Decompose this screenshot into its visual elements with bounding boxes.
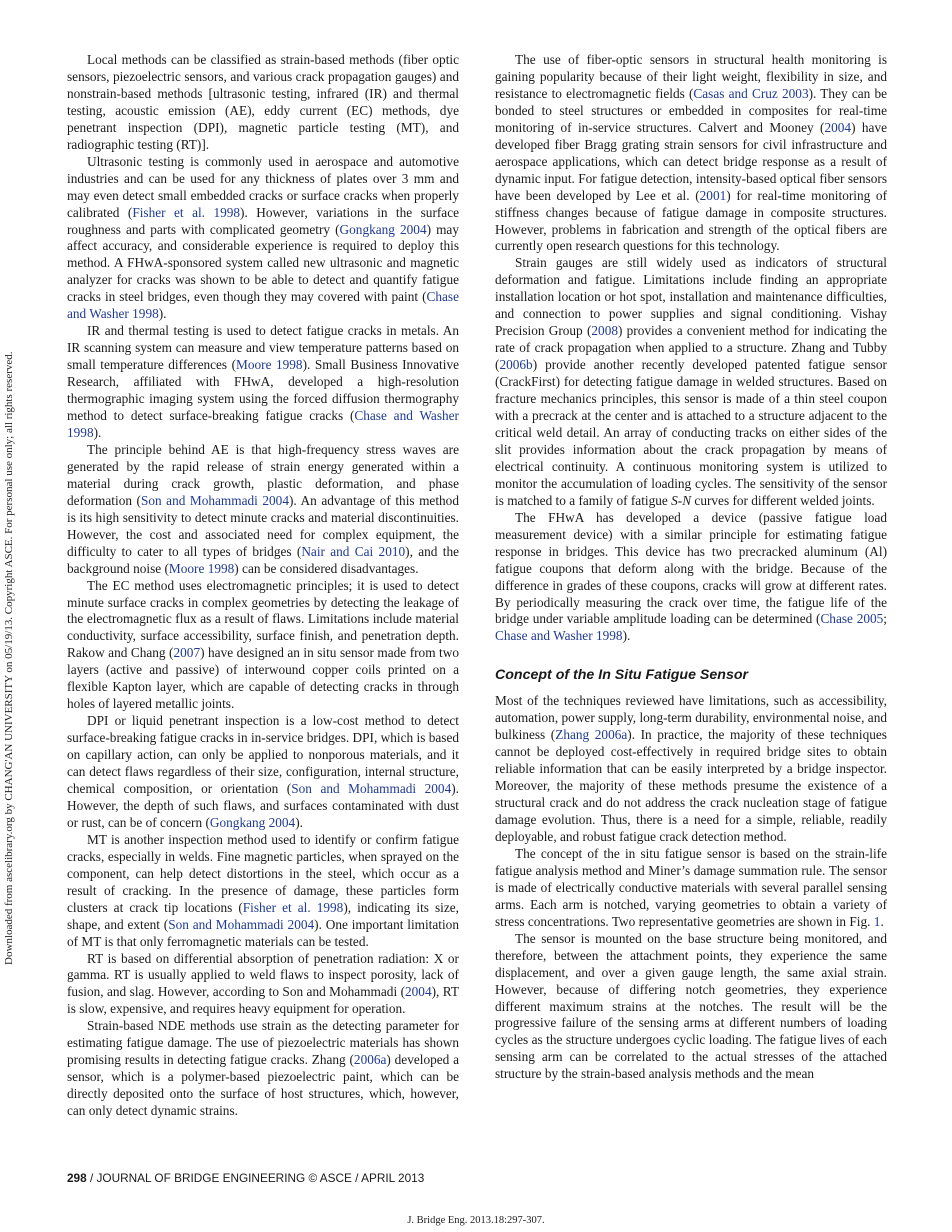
text-run: ) have designed an in situ sensor made from two layers (active and passive) of interwound copper coils printed on a flexible Kapton layer, which are capable of detecting cracks in through holes of layered metallic joints. [67,645,459,712]
text-run: ) may affect accuracy, and considerable experience is required to deploy this method. A FHwA-sponsored system called new ultrasonic and magnetic analyzer for cracks was shown to be able to detect and quantify fatigue cracks in steel bridges, even though they may covered with paint ( [67,221,459,305]
text-run: ), indicating its size, shape, and extent ( [67,899,459,932]
reference-link[interactable]: Chase 2005 [820,611,884,627]
text-run: . [880,913,884,929]
text-run: Most of the techniques reviewed have limitations, such as accessibility, automation, power supply, long-term durability, environmental noise, and bulkiness ( [495,693,887,743]
text-run: ) provides a convenient method for indicating the rate of crack propagation when applied to a structure. Zhang and Tubby ( [495,323,887,373]
text-run: ). [295,814,303,830]
paragraph [67,1018,459,1120]
reference-link[interactable]: 2006a [353,1052,387,1068]
reference-link[interactable]: Gongkang 2004 [209,814,296,830]
paragraph [67,442,459,578]
paragraph [67,154,459,324]
text-run: Strain-based NDE methods use strain as the detecting parameter for estimating fatigue damage. The use of piezoelectric materials has shown promising results in detecting fatigue cracks. Zhang ( [67,1018,459,1068]
text-run: The FHwA has developed a device (passive fatigue load measurement device) with a similar principle for estimating fatigue response in bridges. This device has two precracked aluminum (Al) fatigue coupons that deform along with the bridge. Because of the difference in grades of these coupons, cracks will grow at different rates. By periodically measuring the crack over time, the fatigue life of the bridge under variable amplitude loading can be determined ( [495,509,887,627]
reference-link[interactable]: Fisher et al. 1998 [132,204,241,220]
paragraph [67,323,459,442]
paragraph [495,931,887,1084]
paragraph [495,510,887,646]
paragraph [67,951,459,1019]
text-run: The sensor is mounted on the base structure being monitored, and therefore, between the attachment points, they experience the same displacement, and over a given gauge length, the same axial strain. However, because of differing notch geometries, they experience different maximum strains at the notches. The result will be the progressive failure of the sensing arms at different numbers of loading cycles as the structure undergoes cyclic loading. The fatigue lives of each sensing arm can be correlated to the actual stresses of the attached structure by the strain-based analysis methods and the mean [495,930,887,1082]
reference-link[interactable]: Moore 1998 [236,357,303,373]
reference-link[interactable]: Fisher et al. 1998 [242,899,344,915]
text-run: ) can be considered disadvantages. [234,560,419,576]
paragraph [67,52,459,154]
text-run: Local methods can be classified as strain-based methods (fiber optic sensors, piezoelectric sensors, and various crack propagation gauges) and nonstrain-based methods [ultrasonic testing, infrared (IR) and thermal testing, acoustic emission (AE), eddy current (EC) methods, dye penetrant inspection (DPI), magnetic particle testing (MT), and radiographic testing (RT)]. [67,52,459,152]
text-run: RT is based on differential absorption of penetration radiation: X or gamma. RT is usually applied to weld flaws to inspect porosity, lack of fusion, and slag. However, according to Son and Mohammadi ( [67,950,459,1000]
text-run: ). However, the depth of such flaws, and surfaces contaminated with dust or rust, can be of concern ( [67,780,459,830]
text-run: The principle behind AE is that high-frequency stress waves are generated by the rapid release of strain energy generated within a material during crack growth, plastic deformation, and phase deformation ( [67,441,459,508]
text-run: ) have developed fiber Bragg grating strain sensors for civil infrastructure and aerospace applications, which can detect bridge response as a result of dynamic input. For fatigue detection, intensity-based optical fiber sensors have been developed by Lee et al. ( [495,119,888,203]
text-run: DPI or liquid penetrant inspection is a low-cost method to detect surface-breaking fatigue cracks in in-service bridges. DPI, which is based on capillary action, can only be applied to nonporous materials, and it can detect flaws regardless of their size, configuration, internal structure, chemical composition, or orientation ( [67,713,459,796]
paragraph [67,832,459,951]
reference-link[interactable]: 2006b [499,357,533,373]
text-run: ). One important limitation of MT is that only ferromagnetic materials can be tested. [67,916,459,949]
text-run: Ultrasonic testing is commonly used in aerospace and automotive industries and can be used for any thickness of plates over 3 mm and may even detect small embedded cracks or surface cracks when properly calibrated ( [67,153,459,220]
text-run: ), and the background noise ( [67,543,459,576]
italic-text: S-N [671,492,692,508]
reference-link[interactable]: Son and Mohammadi 2004 [168,916,315,932]
text-run: MT is another inspection method used to identify or confirm fatigue cracks, especially in welds. Fine magnetic particles, when sprayed on the component, can help detect distortions in the steel, which occur as a result of cracking. In the presence of damage, these particles form clusters at crack tip locations ( [67,831,459,915]
journal-line: / JOURNAL OF BRIDGE ENGINEERING © ASCE / APRIL 2013 [86,1171,425,1185]
text-run: ). Small Business Innovative Research, affiliated with FHwA, developed a high-resolution thermographic imaging system using the forced diffusion thermography method to detect surface-breaking fatigue cracks ( [67,357,459,424]
text-run: ; [883,611,887,627]
text-run: ) for real-time monitoring of stiffness changes because of fatigue damage in composite structures. However, problems in fabrication and strength of the optical fibers are currently open research questions for this technology. [495,187,887,254]
paragraph [495,255,887,509]
text-run: The use of fiber-optic sensors in structural health monitoring is gaining popularity because of their light weight, flexibility in size, and resistance to electromagnetic fields ( [495,52,887,101]
page-number: 298 [67,1171,87,1185]
paragraph [495,693,887,846]
reference-link[interactable]: Chase and Washer 1998 [67,289,459,322]
text-run: The EC method uses electromagnetic principles; it is used to detect minute surface cracks in complex geometries by detecting the leakage of the electromagnetic flux as a result of flaws. Limitations include material conductivity, surface accessibility, surface finish, and penetration depth. Rakow and Chang ( [67,577,459,661]
right-column-top [495,52,887,645]
paragraph [495,52,887,255]
text-run: ). In practice, the majority of these techniques cannot be deployed cost-effectively in required bridge sites to obtain reliable information that can be easily interpreted by a bridge inspector. Moreover, the majority of these methods presume the existence of a structural crack and do not address the crack nucleation stage of fatigue damage evolution. Thus, there is a need for a simple, reliable, readily deployable, and robust fatigue crack detection method. [495,727,887,844]
text-run: IR and thermal testing is used to detect fatigue cracks in metals. An IR scanning system can measure and view temperature patterns based on small temperature differences ( [67,323,459,373]
reference-link[interactable]: Casas and Cruz 2003 [693,85,809,101]
text-run: ). [622,628,631,644]
left-column [67,52,459,1120]
citation-line: J. Bridge Eng. 2013.18:297-307. [407,1215,545,1226]
text-run: ). [158,306,167,322]
text-run: ), RT is slow, expensive, and requires heavy equipment for operation. [67,984,459,1017]
text-run: ). However, variations in the surface roughness and parts with complicated geometry ( [67,204,460,237]
reference-link[interactable]: 2008 [591,323,618,339]
reference-link[interactable]: Moore 1998 [168,560,235,576]
reference-link[interactable]: 2004 [824,119,852,135]
reference-link[interactable]: Chase and Washer 1998 [495,628,623,644]
right-column-bottom [495,693,887,1083]
text-run: ) developed a sensor, which is a polymer-based piezoelectric paint, which can be directly deposited onto the surface of host structures, which, however, can only detect dynamic strains. [67,1052,459,1119]
reference-link[interactable]: 2007 [173,645,201,661]
text-run: ). An advantage of this method is its high sensitivity to detect minute cracks and material discontinuities. However, the cost and associated need for complex equipment, the difficulty to cater to all types of bridges ( [67,492,459,559]
text-run: curves for different welded joints. [691,492,875,508]
reference-link[interactable]: Zhang 2006a [555,727,628,743]
text-run: The concept of the in situ fatigue sensor is based on the strain-life fatigue analysis method and Miner’s damage summation rule. The sensor is made of electrically conductive materials with several parallel sensing arms. Each arm is notched, varying geometries to obtain a variety of stress concentrations. Two representative geometries are shown in Fig. [495,845,887,929]
text-run: Strain gauges are still widely used as indicators of structural deformation and fatigue. Limitations include finding an appropriate installation location or hot spot, installation and maintenance difficulties, and connection to power supplies and signal conditioning. Vishay Precision Group ( [495,255,887,339]
reference-link[interactable]: 2001 [699,187,727,203]
reference-link[interactable]: 2004 [405,984,432,1000]
page-footer [67,1171,424,1185]
reference-link[interactable]: Son and Mohammadi 2004 [291,780,452,796]
section-heading: Concept of the In Situ Fatigue Sensor [495,667,749,684]
text-run: ). They can be bonded to steel structures or embedded in composites for real-time monitoring of in-service structures. Calvert and Mooney ( [495,85,887,135]
text-run: ). [93,424,102,440]
reference-link[interactable]: 1 [873,913,881,929]
paragraph [495,846,887,931]
right-column [495,52,887,1083]
paragraph [67,578,459,714]
reference-link[interactable]: Nair and Cai 2010 [301,543,406,559]
reference-link[interactable]: Son and Mohammadi 2004 [140,492,289,508]
text-run: ) provide another recently developed patented fatigue sensor (CrackFirst) for detecting fatigue damage in welded structures. Based on fracture mechanics principles, this sensor is made of a thin steel coupon with a precrack at the center and is attached to a structure adjacent to the critical weld detail. An array of conducting tracks on either sides of the slit provides information about the crack propagation by means of electrical continuity. A continuous monitoring system is utilized to monitor the accumulation of loading cycles. The sensitivity of the sensor is matched to a family of fatigue [495,357,887,508]
reference-link[interactable]: Gongkang 2004 [339,221,427,237]
paragraph [67,713,459,832]
download-notice: Downloaded from ascelibrary.org by CHANG'AN UNIVERSITY on 05/19/13. Copyright ASCE. For personal use only; all rights reserved. [3,351,15,965]
reference-link[interactable]: Chase and Washer 1998 [67,408,459,440]
